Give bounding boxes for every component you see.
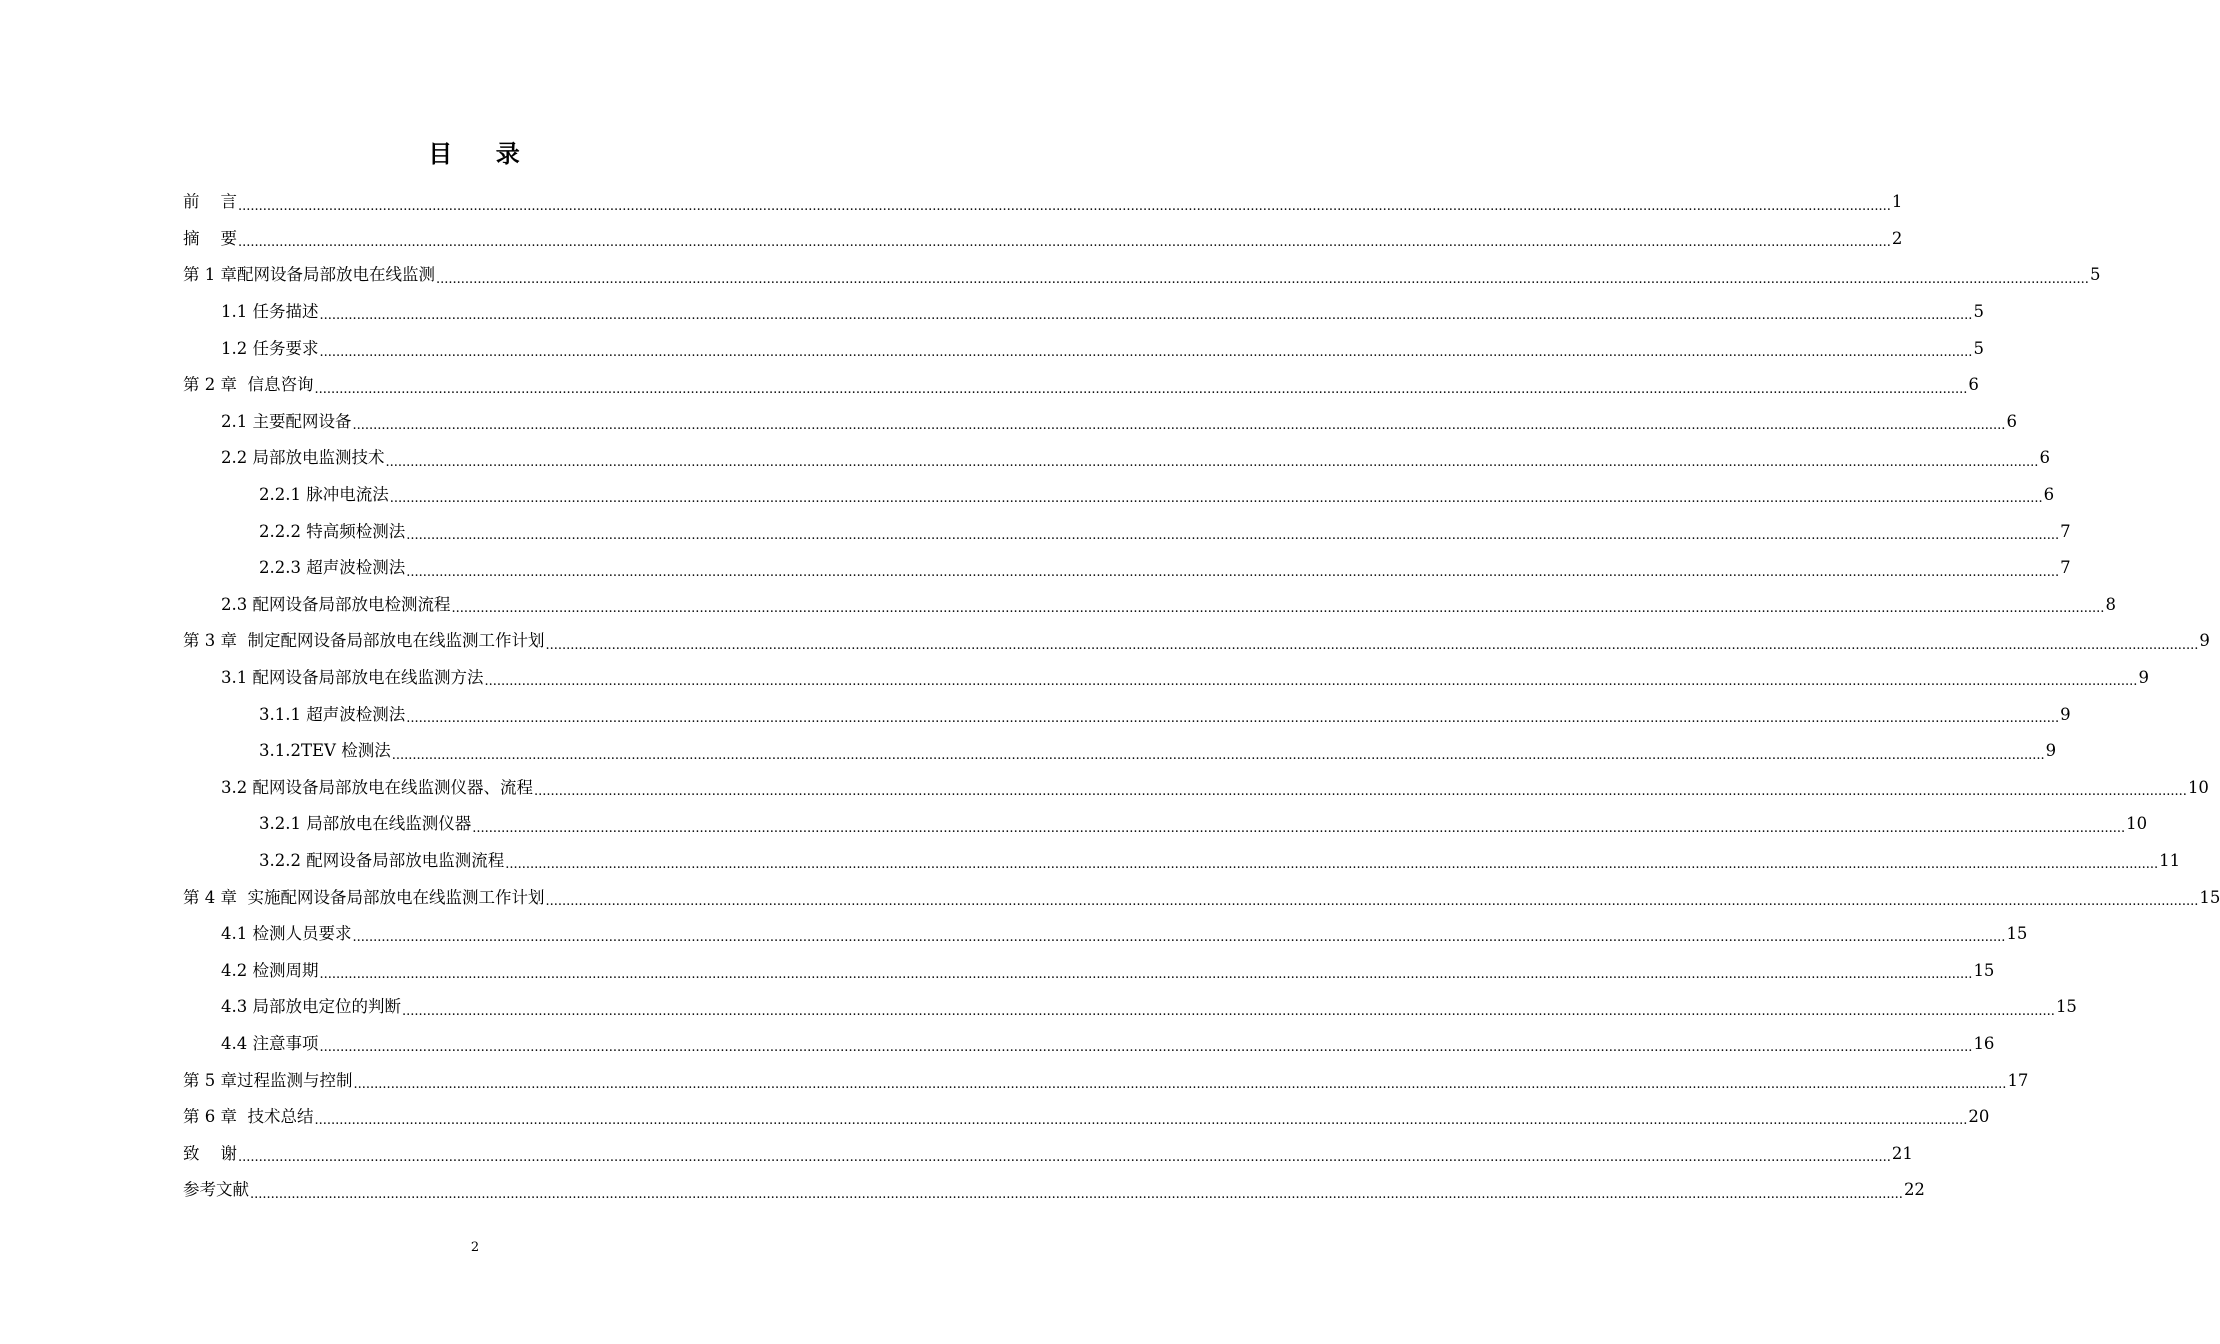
toc-entry[interactable]: [183, 1062, 2029, 1099]
toc-dot-leader: ................................................................................................................................................................................................................................................................................................................................................................................................................: [545, 637, 2199, 653]
toc-entry-page: 7: [2060, 558, 2071, 578]
toc-entry-page: 15: [2199, 887, 2220, 907]
toc-dot-leader: ................................................................................................................................................................................................................................................................................................................................................................................................................: [484, 674, 2138, 690]
toc-entry-page: 6: [2043, 485, 2055, 505]
toc-entry-label: 第 2 章 信息咨询: [183, 375, 314, 395]
toc-dot-leader: ................................................................................................................................................................................................................................................................................................................................................................................................................: [237, 198, 1891, 214]
toc-dot-leader: ................................................................................................................................................................................................................................................................................................................................................................................................................: [436, 271, 2089, 287]
toc-entry[interactable]: [183, 1172, 1925, 1209]
toc-entry-label: 3.1.1 超声波检测法: [259, 704, 406, 724]
toc-entry[interactable]: [183, 660, 2149, 697]
toc-dot-leader: ................................................................................................................................................................................................................................................................................................................................................................................................................: [352, 418, 2006, 434]
toc-dot-leader: ................................................................................................................................................................................................................................................................................................................................................................................................................: [406, 564, 2060, 580]
toc-entry-page: 22: [1903, 1180, 1925, 1200]
toc-entry-page: 5: [2089, 265, 2101, 285]
toc-entry-label: 4.3 局部放电定位的判断: [221, 997, 401, 1017]
toc-entry-label: 3.1 配网设备局部放电在线监测方法: [221, 668, 484, 688]
toc-dot-leader: ................................................................................................................................................................................................................................................................................................................................................................................................................: [314, 1113, 1968, 1129]
toc-entry[interactable]: [183, 221, 1903, 258]
toc-dot-leader: ................................................................................................................................................................................................................................................................................................................................................................................................................: [319, 967, 1973, 983]
toc-entry-label: 4.1 检测人员要求: [221, 924, 352, 944]
toc-entry[interactable]: [183, 623, 2210, 660]
toc-entry-label: 1.1 任务描述: [221, 302, 319, 322]
toc-dot-leader: ................................................................................................................................................................................................................................................................................................................................................................................................................: [545, 893, 2199, 909]
toc-entry-page: 10: [2187, 777, 2209, 797]
toc-dot-leader: ................................................................................................................................................................................................................................................................................................................................................................................................................: [391, 747, 2045, 763]
toc-dot-leader: ................................................................................................................................................................................................................................................................................................................................................................................................................: [319, 308, 1973, 324]
toc-entry[interactable]: [183, 477, 2055, 514]
toc-dot-leader: ................................................................................................................................................................................................................................................................................................................................................................................................................: [319, 344, 1973, 360]
toc-entry-label: 2.3 配网设备局部放电检测流程: [221, 594, 451, 614]
toc-entry-page: 9: [2060, 704, 2071, 724]
table-of-contents: [183, 184, 2220, 1209]
toc-entry-page: 1: [1891, 192, 1903, 212]
page-title: 目 录: [428, 140, 522, 168]
toc-dot-leader: ................................................................................................................................................................................................................................................................................................................................................................................................................: [250, 1186, 1903, 1202]
toc-entry[interactable]: [183, 770, 2209, 807]
toc-entry-page: 7: [2060, 521, 2071, 541]
toc-entry-page: 5: [1973, 338, 1984, 358]
toc-entry[interactable]: [183, 1099, 1990, 1136]
toc-entry[interactable]: [183, 440, 2050, 477]
toc-dot-leader: ................................................................................................................................................................................................................................................................................................................................................................................................................: [389, 491, 2043, 507]
toc-entry-label: 第 5 章过程监测与控制: [183, 1070, 353, 1090]
toc-entry-label: 1.2 任务要求: [221, 338, 319, 358]
toc-entry[interactable]: [183, 294, 1984, 331]
toc-entry[interactable]: [183, 733, 2057, 770]
toc-entry-label: 参考文献: [183, 1180, 249, 1200]
toc-entry[interactable]: [183, 1026, 1995, 1063]
toc-dot-leader: ................................................................................................................................................................................................................................................................................................................................................................................................................: [385, 454, 2039, 470]
toc-dot-leader: ................................................................................................................................................................................................................................................................................................................................................................................................................: [237, 235, 1891, 251]
toc-entry-label: 4.2 检测周期: [221, 960, 319, 980]
toc-dot-leader: ................................................................................................................................................................................................................................................................................................................................................................................................................: [406, 527, 2060, 543]
toc-entry-label: 3.2.2 配网设备局部放电监测流程: [259, 850, 505, 870]
toc-entry-page: 15: [1973, 960, 1995, 980]
toc-entry[interactable]: [183, 989, 2077, 1026]
toc-entry-page: 9: [2138, 668, 2149, 688]
toc-entry-label: 第 4 章 实施配网设备局部放电在线监测工作计划: [183, 887, 545, 907]
toc-entry-page: 17: [2007, 1070, 2029, 1090]
toc-entry[interactable]: [183, 587, 2116, 624]
toc-entry-label: 3.2.1 局部放电在线监测仪器: [259, 814, 472, 834]
toc-entry[interactable]: [183, 367, 1979, 404]
toc-entry-page: 6: [2039, 448, 2050, 468]
toc-dot-leader: ................................................................................................................................................................................................................................................................................................................................................................................................................: [534, 784, 2187, 800]
toc-entry-label: 2.1 主要配网设备: [221, 411, 352, 431]
toc-entry-label: 第 3 章 制定配网设备局部放电在线监测工作计划: [183, 631, 545, 651]
toc-entry-page: 20: [1968, 1107, 1990, 1127]
toc-entry[interactable]: [183, 184, 1903, 221]
toc-entry-label: 3.2 配网设备局部放电在线监测仪器、流程: [221, 777, 533, 797]
toc-entry-page: 21: [1891, 1143, 1913, 1163]
toc-dot-leader: ................................................................................................................................................................................................................................................................................................................................................................................................................: [472, 820, 2126, 836]
toc-dot-leader: ................................................................................................................................................................................................................................................................................................................................................................................................................: [505, 857, 2159, 873]
toc-entry[interactable]: [183, 404, 2017, 441]
toc-entry-label: 2.2.1 脉冲电流法: [259, 485, 389, 505]
toc-entry[interactable]: [183, 952, 1995, 989]
toc-entry[interactable]: [183, 550, 2071, 587]
toc-entry-page: 11: [2159, 850, 2181, 870]
toc-dot-leader: ................................................................................................................................................................................................................................................................................................................................................................................................................: [319, 1040, 1973, 1056]
toc-entry-page: 10: [2126, 814, 2148, 834]
toc-entry-label: 3.1.2TEV 检测法: [259, 741, 391, 761]
page-number: 2: [470, 1240, 480, 1255]
toc-entry[interactable]: [183, 513, 2071, 550]
toc-dot-leader: ................................................................................................................................................................................................................................................................................................................................................................................................................: [451, 601, 2105, 617]
toc-dot-leader: ................................................................................................................................................................................................................................................................................................................................................................................................................: [353, 1076, 2007, 1092]
toc-entry[interactable]: [183, 916, 2028, 953]
toc-entry[interactable]: [183, 257, 2101, 294]
toc-entry-page: 15: [2006, 924, 2028, 944]
toc-dot-leader: ................................................................................................................................................................................................................................................................................................................................................................................................................: [402, 1003, 2055, 1019]
toc-entry-page: 6: [2006, 411, 2017, 431]
toc-entry-label: 2.2 局部放电监测技术: [221, 448, 385, 468]
toc-entry-label: 摘 要: [183, 228, 237, 248]
toc-entry[interactable]: [183, 330, 1984, 367]
toc-entry-label: 第 6 章 技术总结: [183, 1107, 314, 1127]
toc-entry[interactable]: [183, 843, 2181, 880]
toc-dot-leader: ................................................................................................................................................................................................................................................................................................................................................................................................................: [406, 710, 2060, 726]
toc-entry-page: 15: [2055, 997, 2077, 1017]
toc-entry-label: 2.2.3 超声波检测法: [259, 558, 406, 578]
toc-entry-page: 6: [1968, 375, 1979, 395]
toc-entry-label: 2.2.2 特高频检测法: [259, 521, 406, 541]
toc-entry-label: 4.4 注意事项: [221, 1033, 319, 1053]
toc-entry-page: 5: [1973, 302, 1984, 322]
toc-entry-page: 16: [1973, 1033, 1995, 1053]
toc-entry[interactable]: [183, 806, 2148, 843]
toc-entry-label: 致 谢: [183, 1143, 237, 1163]
toc-dot-leader: ................................................................................................................................................................................................................................................................................................................................................................................................................: [237, 1150, 1891, 1166]
toc-dot-leader: ................................................................................................................................................................................................................................................................................................................................................................................................................: [314, 381, 1968, 397]
toc-entry-label: 前 言: [183, 192, 237, 212]
toc-entry-page: 9: [2045, 741, 2057, 761]
toc-entry-page: 8: [2105, 594, 2116, 614]
toc-entry[interactable]: [183, 696, 2071, 733]
toc-dot-leader: ................................................................................................................................................................................................................................................................................................................................................................................................................: [352, 930, 2006, 946]
toc-entry-label: 第 1 章配网设备局部放电在线监测: [183, 265, 435, 285]
toc-entry[interactable]: [183, 1135, 1913, 1172]
toc-entry[interactable]: [183, 879, 2220, 916]
toc-entry-page: 9: [2199, 631, 2210, 651]
toc-entry-page: 2: [1891, 228, 1903, 248]
